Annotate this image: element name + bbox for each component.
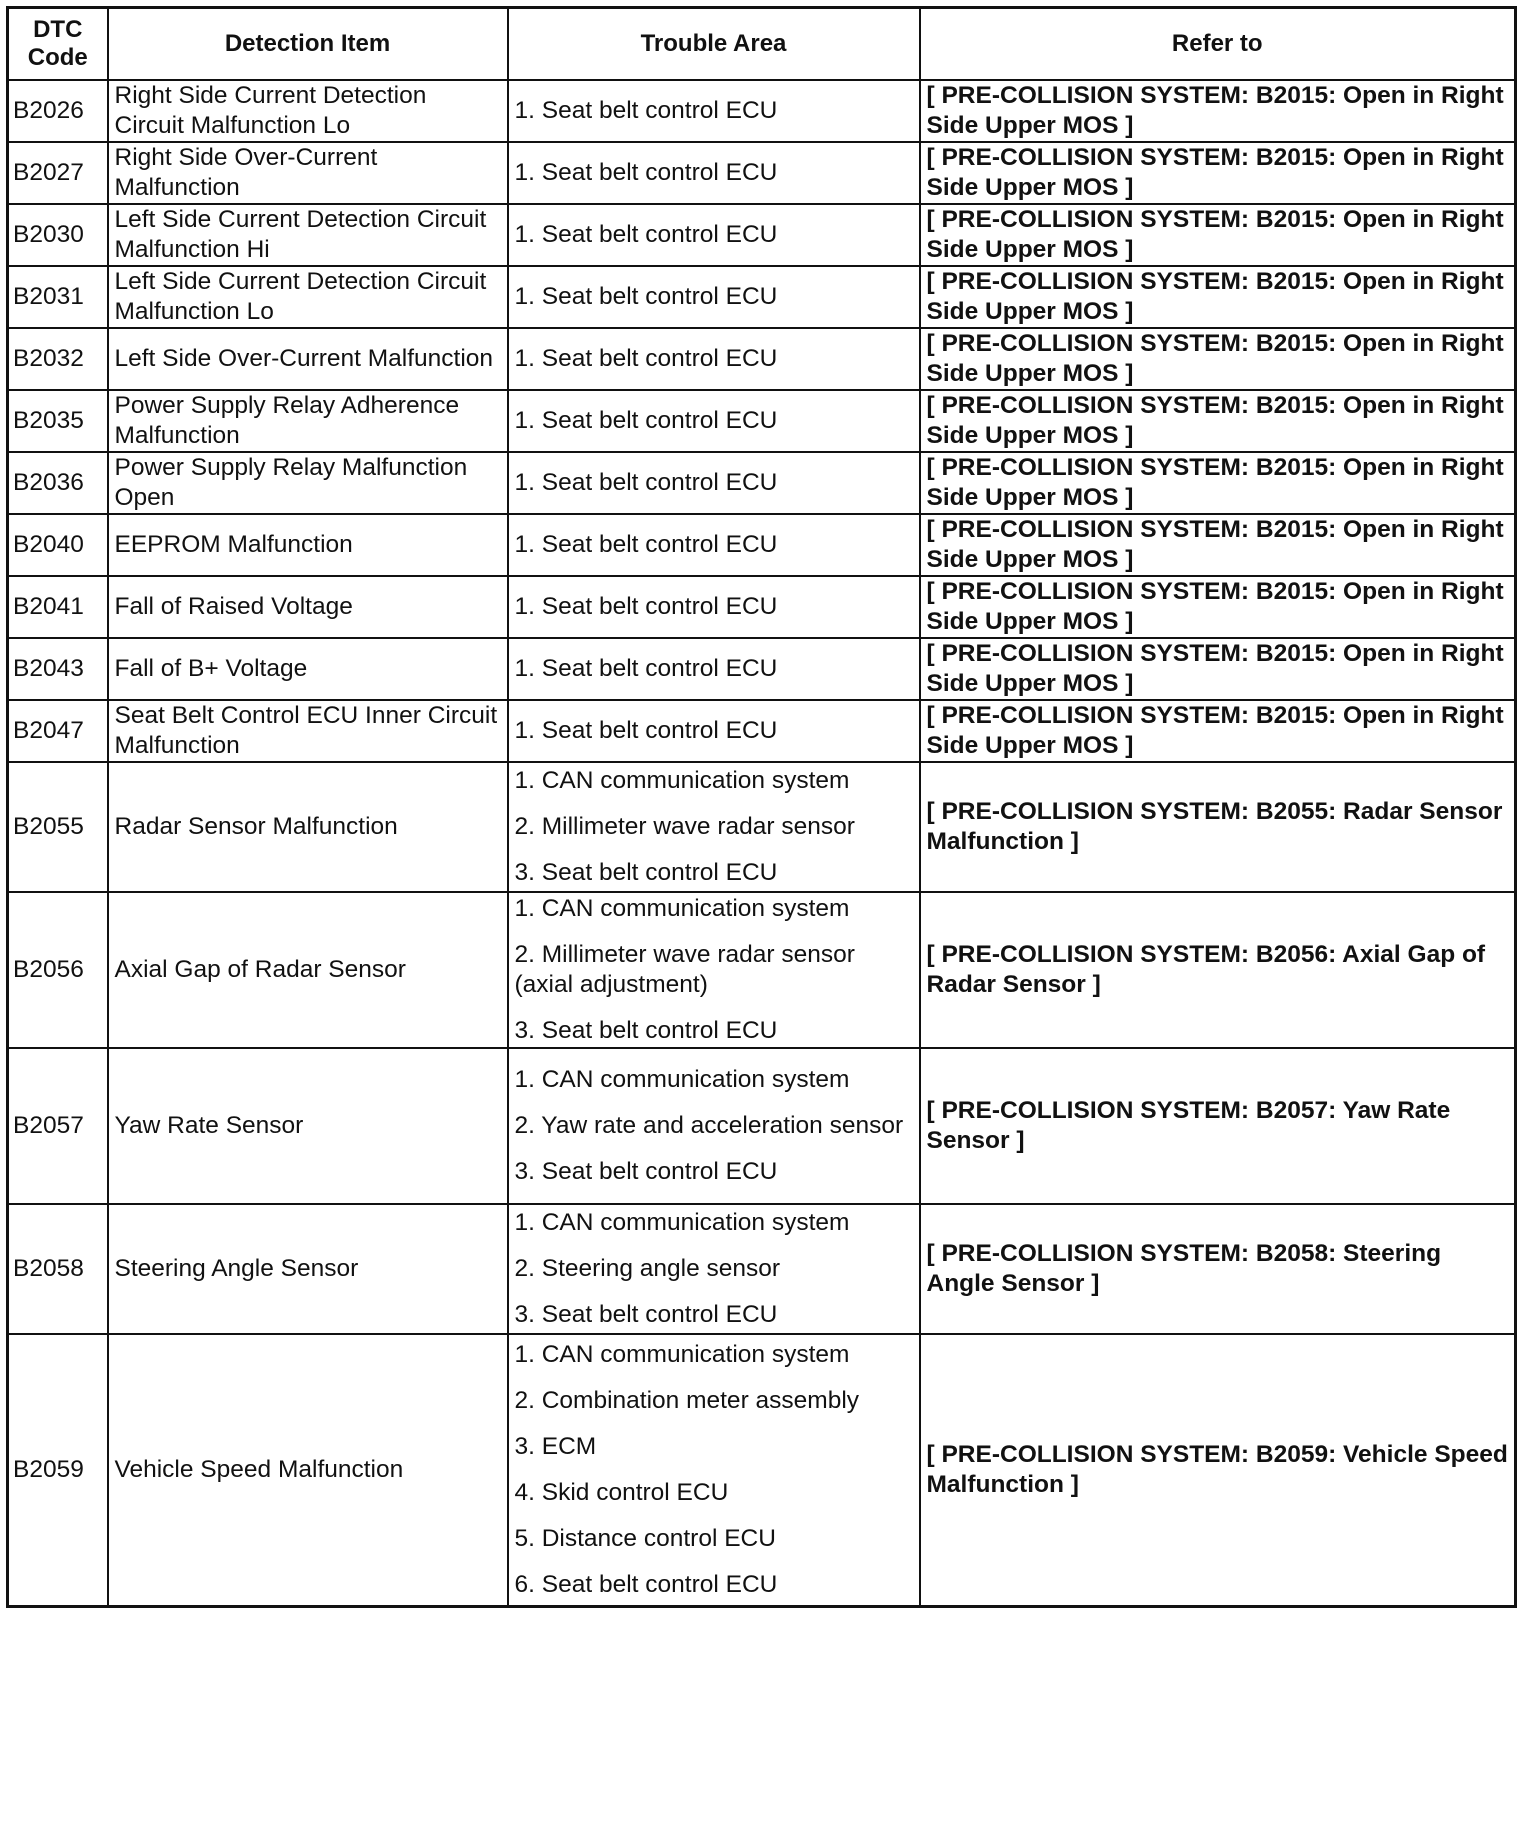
table-row [8,1048,1516,1204]
trouble-area-list [515,468,913,498]
trouble-area-item: 2. Yaw rate and acceleration sensor [514,1112,904,1139]
trouble-area-list [515,766,913,888]
dtc-code-cell: B2057 [8,1048,108,1204]
dtc-code-cell: B2055 [8,762,108,892]
trouble-area-item: 3. Seat belt control ECU [514,1301,778,1328]
trouble-area-cell [508,452,920,514]
trouble-area-list [515,1340,913,1600]
refer-to-link[interactable]: [ PRE-COLLISION SYSTEM: B2056: Axial Gap of Radar Sensor ] [920,892,1516,1048]
header-refer-to: Refer to [920,8,1516,81]
refer-to-link[interactable]: [ PRE-COLLISION SYSTEM: B2015: Open in Right Side Upper MOS ] [920,576,1516,638]
trouble-area-item: 1. Seat belt control ECU [514,531,778,558]
dtc-code-cell: B2043 [8,638,108,700]
trouble-area-list [515,1065,913,1187]
table-row [8,1334,1516,1606]
dtc-code-cell: B2058 [8,1204,108,1334]
table-row [8,700,1516,762]
trouble-area-list [515,406,913,436]
detection-item-cell: Axial Gap of Radar Sensor [108,892,508,1048]
detection-item-cell: Radar Sensor Malfunction [108,762,508,892]
detection-item-cell: Yaw Rate Sensor [108,1048,508,1204]
trouble-area-cell [508,142,920,204]
dtc-table [6,6,1517,1608]
table-row [8,328,1516,390]
table-row [8,142,1516,204]
trouble-area-cell [508,204,920,266]
trouble-area-item: 1. Seat belt control ECU [514,221,778,248]
trouble-area-item: 3. Seat belt control ECU [514,859,778,886]
trouble-area-list [515,654,913,684]
trouble-area-cell [508,638,920,700]
table-body [8,80,1516,1606]
refer-to-link[interactable]: [ PRE-COLLISION SYSTEM: B2015: Open in Right Side Upper MOS ] [920,452,1516,514]
trouble-area-list [515,716,913,746]
trouble-area-cell [508,1204,920,1334]
detection-item-cell: Fall of B+ Voltage [108,638,508,700]
trouble-area-item: 1. CAN communication system [514,1209,850,1236]
trouble-area-item: 6. Seat belt control ECU [514,1570,778,1598]
trouble-area-cell [508,328,920,390]
table-row [8,762,1516,892]
detection-item-cell: EEPROM Malfunction [108,514,508,576]
refer-to-link[interactable]: [ PRE-COLLISION SYSTEM: B2015: Open in Right Side Upper MOS ] [920,700,1516,762]
trouble-area-item: 2. Combination meter assembly [514,1386,860,1414]
trouble-area-item: 1. CAN communication system [514,1340,850,1368]
table-row [8,1204,1516,1334]
dtc-code-cell: B2035 [8,390,108,452]
trouble-area-list [515,282,913,312]
detection-item-cell: Left Side Current Detection Circuit Malfunction Lo [108,266,508,328]
refer-to-link[interactable]: [ PRE-COLLISION SYSTEM: B2015: Open in Right Side Upper MOS ] [920,80,1516,142]
header-dtc-code: DTC Code [8,8,108,81]
trouble-area-list [515,158,913,188]
header-row [8,8,1516,81]
table-row [8,266,1516,328]
trouble-area-item: 1. Seat belt control ECU [514,717,778,744]
detection-item-cell: Steering Angle Sensor [108,1204,508,1334]
refer-to-link[interactable]: [ PRE-COLLISION SYSTEM: B2015: Open in Right Side Upper MOS ] [920,390,1516,452]
refer-to-link[interactable]: [ PRE-COLLISION SYSTEM: B2015: Open in Right Side Upper MOS ] [920,328,1516,390]
trouble-area-list [515,894,913,1046]
refer-to-link[interactable]: [ PRE-COLLISION SYSTEM: B2015: Open in Right Side Upper MOS ] [920,266,1516,328]
dtc-code-cell: B2031 [8,266,108,328]
dtc-code-cell: B2041 [8,576,108,638]
detection-item-cell: Power Supply Relay Adherence Malfunction [108,390,508,452]
dtc-code-cell: B2040 [8,514,108,576]
trouble-area-item: 2. Millimeter wave radar sensor (axial adjustment) [514,941,855,998]
table-row [8,452,1516,514]
trouble-area-list [515,592,913,622]
trouble-area-item: 1. Seat belt control ECU [514,283,778,310]
trouble-area-list [515,344,913,374]
dtc-code-cell: B2030 [8,204,108,266]
dtc-code-cell: B2036 [8,452,108,514]
trouble-area-item: 1. CAN communication system [514,1066,850,1093]
trouble-area-item: 1. Seat belt control ECU [514,655,778,682]
trouble-area-item: 4. Skid control ECU [514,1478,729,1506]
dtc-code-cell: B2032 [8,328,108,390]
dtc-code-cell: B2026 [8,80,108,142]
detection-item-cell: Right Side Current Detection Circuit Malfunction Lo [108,80,508,142]
detection-item-cell: Right Side Over-Current Malfunction [108,142,508,204]
trouble-area-list [515,220,913,250]
detection-item-cell: Power Supply Relay Malfunction Open [108,452,508,514]
refer-to-link[interactable]: [ PRE-COLLISION SYSTEM: B2015: Open in Right Side Upper MOS ] [920,638,1516,700]
trouble-area-item: 1. Seat belt control ECU [514,345,778,372]
detection-item-cell: Fall of Raised Voltage [108,576,508,638]
trouble-area-list [515,530,913,560]
trouble-area-item: 1. CAN communication system [514,767,850,794]
dtc-code-cell: B2056 [8,892,108,1048]
table-row [8,638,1516,700]
table-row [8,390,1516,452]
detection-item-cell: Left Side Current Detection Circuit Malfunction Hi [108,204,508,266]
refer-to-link[interactable]: [ PRE-COLLISION SYSTEM: B2058: Steering Angle Sensor ] [920,1204,1516,1334]
table-row [8,892,1516,1048]
trouble-area-cell [508,1048,920,1204]
trouble-area-item: 1. Seat belt control ECU [514,159,778,186]
table-row [8,576,1516,638]
trouble-area-cell [508,514,920,576]
trouble-area-cell [508,576,920,638]
refer-to-link[interactable]: [ PRE-COLLISION SYSTEM: B2015: Open in Right Side Upper MOS ] [920,204,1516,266]
trouble-area-item: 1. CAN communication system [514,895,850,922]
trouble-area-cell [508,700,920,762]
trouble-area-item: 3. ECM [514,1432,597,1460]
trouble-area-list [515,1208,913,1330]
refer-to-link[interactable]: [ PRE-COLLISION SYSTEM: B2057: Yaw Rate Sensor ] [920,1048,1516,1204]
dtc-code-cell: B2027 [8,142,108,204]
trouble-area-cell [508,80,920,142]
trouble-area-cell [508,1334,920,1606]
detection-item-cell: Left Side Over-Current Malfunction [108,328,508,390]
trouble-area-cell [508,390,920,452]
table-row [8,80,1516,142]
table-row [8,204,1516,266]
trouble-area-item: 1. Seat belt control ECU [514,97,778,124]
dtc-code-cell: B2047 [8,700,108,762]
trouble-area-item: 1. Seat belt control ECU [514,407,778,434]
refer-to-link[interactable]: [ PRE-COLLISION SYSTEM: B2055: Radar Sensor Malfunction ] [920,762,1516,892]
trouble-area-cell [508,892,920,1048]
trouble-area-cell [508,762,920,892]
refer-to-link[interactable]: [ PRE-COLLISION SYSTEM: B2015: Open in Right Side Upper MOS ] [920,514,1516,576]
dtc-code-cell: B2059 [8,1334,108,1606]
trouble-area-list [515,96,913,126]
detection-item-cell: Seat Belt Control ECU Inner Circuit Malfunction [108,700,508,762]
refer-to-link[interactable]: [ PRE-COLLISION SYSTEM: B2059: Vehicle Speed Malfunction ] [920,1334,1516,1606]
trouble-area-item: 2. Steering angle sensor [514,1255,781,1282]
header-trouble-area: Trouble Area [508,8,920,81]
trouble-area-cell [508,266,920,328]
detection-item-cell: Vehicle Speed Malfunction [108,1334,508,1606]
trouble-area-item: 2. Millimeter wave radar sensor [514,813,855,840]
trouble-area-item: 5. Distance control ECU [514,1524,776,1552]
table-row [8,514,1516,576]
trouble-area-item: 1. Seat belt control ECU [514,469,778,496]
trouble-area-item: 1. Seat belt control ECU [514,593,778,620]
trouble-area-item: 3. Seat belt control ECU [514,1017,778,1044]
header-detection-item: Detection Item [108,8,508,81]
refer-to-link[interactable]: [ PRE-COLLISION SYSTEM: B2015: Open in Right Side Upper MOS ] [920,142,1516,204]
trouble-area-item: 3. Seat belt control ECU [514,1158,778,1185]
